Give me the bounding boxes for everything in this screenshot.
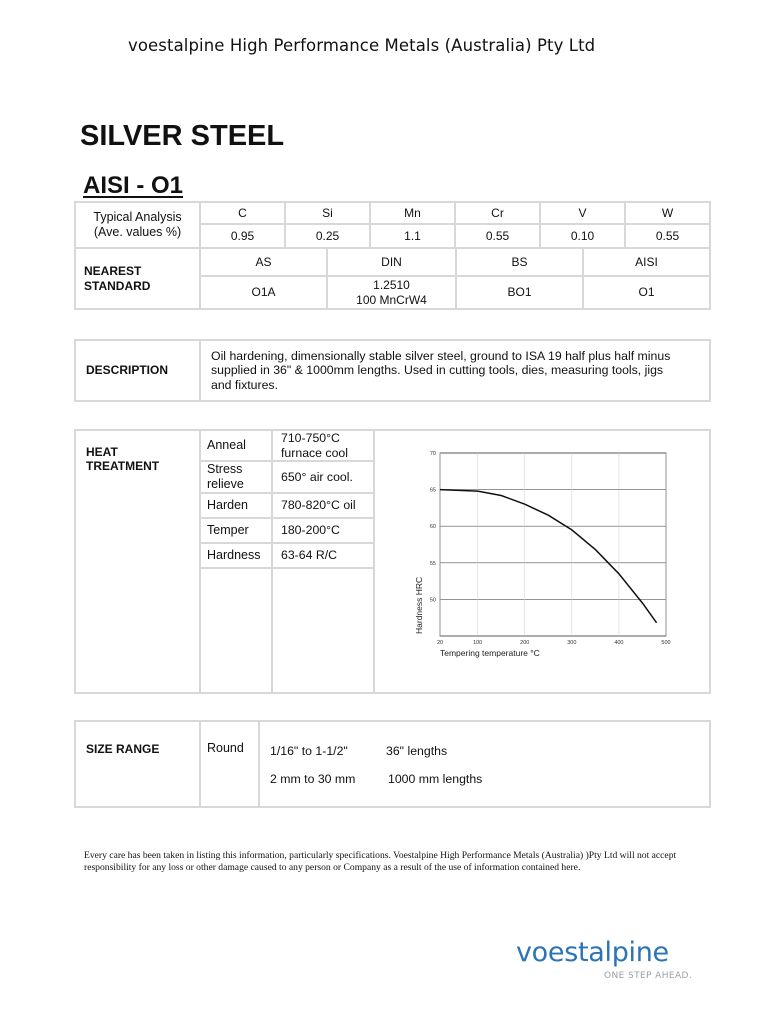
page-title: SILVER STEEL: [80, 120, 285, 152]
hardness-chart: [410, 441, 686, 673]
analysis-label-line1: Typical Analysis: [93, 210, 182, 224]
ht-name-stress: [201, 462, 271, 492]
ht-value-line: 710-750°C: [281, 430, 340, 445]
element-value: 1.1: [371, 225, 454, 247]
size-row1-length: 36" lengths: [386, 744, 448, 758]
ht-value-hardness: 63-64 R/C: [273, 544, 373, 567]
size-row1-size: 1/16" to 1-1/2": [270, 744, 348, 758]
size-row2-length: 1000 mm lengths: [388, 772, 483, 786]
disclaimer-note: Every care has been taken in listing this information, particularly specifications. Voestalpine High Performance Metals (Australia) )Pty Ltd will not accept responsibility for any loss or other damage caused to any person or Company as a result of the use of information contained here.: [84, 850, 677, 873]
hardness-chart-svg: [410, 441, 686, 673]
ht-value-anneal: [273, 431, 373, 460]
y-tick-label: 70: [429, 451, 436, 457]
grade-subtitle: AISI - O1: [83, 172, 184, 199]
x-tick-label: 400: [614, 640, 624, 646]
element-header: V: [541, 203, 624, 223]
size-row2-size: 2 mm to 30 mm: [270, 772, 356, 786]
x-axis-label: Tempering temperature °C: [440, 648, 540, 658]
company-name: voestalpine High Performance Metals (Australia) Pty Ltd: [128, 36, 596, 55]
ht-name-hardness: Hardness: [201, 544, 271, 567]
description-label: DESCRIPTION: [76, 341, 199, 400]
ht-name-anneal: Anneal: [201, 431, 271, 460]
analysis-label-line2: (Ave. values %): [93, 225, 182, 239]
size-values: [260, 722, 709, 806]
element-value: 0.25: [286, 225, 369, 247]
x-tick-label: 200: [520, 640, 530, 646]
ht-value-harden: 780-820°C oil: [273, 494, 373, 517]
y-tick-label: 50: [429, 597, 436, 604]
analysis-label: [76, 203, 199, 247]
ht-value-stress: 650° air cool.: [273, 462, 373, 492]
ht-name-line: Stress: [207, 462, 243, 476]
standard-value: O1: [584, 277, 709, 308]
description-table: [74, 339, 711, 402]
size-range-table: [74, 720, 711, 808]
y-axis-label: Hardness HRC: [414, 576, 424, 634]
y-tick-label: 55: [429, 560, 436, 567]
x-tick-label: 100: [473, 640, 483, 646]
ht-name-blank: [201, 569, 271, 692]
ht-name-harden: Harden: [201, 494, 271, 517]
din-designation: 100 MnCrW4: [356, 292, 427, 307]
description-line: and fixtures.: [211, 377, 278, 392]
standard-value-din: [328, 277, 455, 308]
chart-frame: [440, 453, 666, 636]
ht-value-blank: [273, 569, 373, 692]
heat-label-line2: TREATMENT: [86, 459, 160, 474]
analysis-table: [74, 201, 711, 310]
standard-header: DIN: [328, 249, 455, 275]
element-header: Mn: [371, 203, 454, 223]
ht-name-line: relieve: [207, 477, 244, 491]
description-text: [201, 341, 709, 400]
size-shape: Round: [201, 722, 258, 806]
element-value: 0.10: [541, 225, 624, 247]
hardness-curve: [440, 490, 657, 623]
x-tick-label: 300: [567, 640, 577, 646]
standard-value: O1A: [201, 277, 326, 308]
size-range-label: SIZE RANGE: [76, 722, 199, 806]
standard-header: BS: [457, 249, 582, 275]
element-value: 0.95: [201, 225, 284, 247]
x-tick-label: 20: [436, 640, 444, 646]
y-tick-label: 60: [429, 524, 436, 531]
nearest-standard-label: [76, 249, 199, 308]
heat-treatment-label: [76, 431, 199, 692]
description-line: supplied in 36" & 1000mm lengths. Used in cutting tools, dies, measuring tools, jigs: [211, 363, 664, 378]
ht-value-temper: 180-200°C: [273, 519, 373, 542]
ht-value-line: furnace cool: [281, 445, 348, 460]
y-tick-label: 65: [429, 487, 436, 494]
standard-header: AS: [201, 249, 326, 275]
description-line: Oil hardening, dimensionally stable silver steel, ground to ISA 19 half plus half minus: [211, 348, 671, 363]
standard-value: BO1: [457, 277, 582, 308]
element-header: W: [626, 203, 709, 223]
element-header: Cr: [456, 203, 539, 223]
element-header: Si: [286, 203, 369, 223]
standard-header: AISI: [584, 249, 709, 275]
din-number: 1.2510: [373, 278, 410, 293]
x-tick-label: 500: [661, 640, 671, 646]
logo-tagline: ONE STEP AHEAD.: [604, 971, 693, 981]
heat-label-line1: HEAT: [86, 445, 118, 459]
nearest-label-line2: STANDARD: [84, 278, 151, 293]
element-header: C: [201, 203, 284, 223]
ht-name-temper: Temper: [201, 519, 271, 542]
voestalpine-logo: voestalpine: [516, 937, 669, 968]
element-value: 0.55: [626, 225, 709, 247]
element-value: 0.55: [456, 225, 539, 247]
nearest-label-line1: NEAREST: [84, 264, 142, 279]
